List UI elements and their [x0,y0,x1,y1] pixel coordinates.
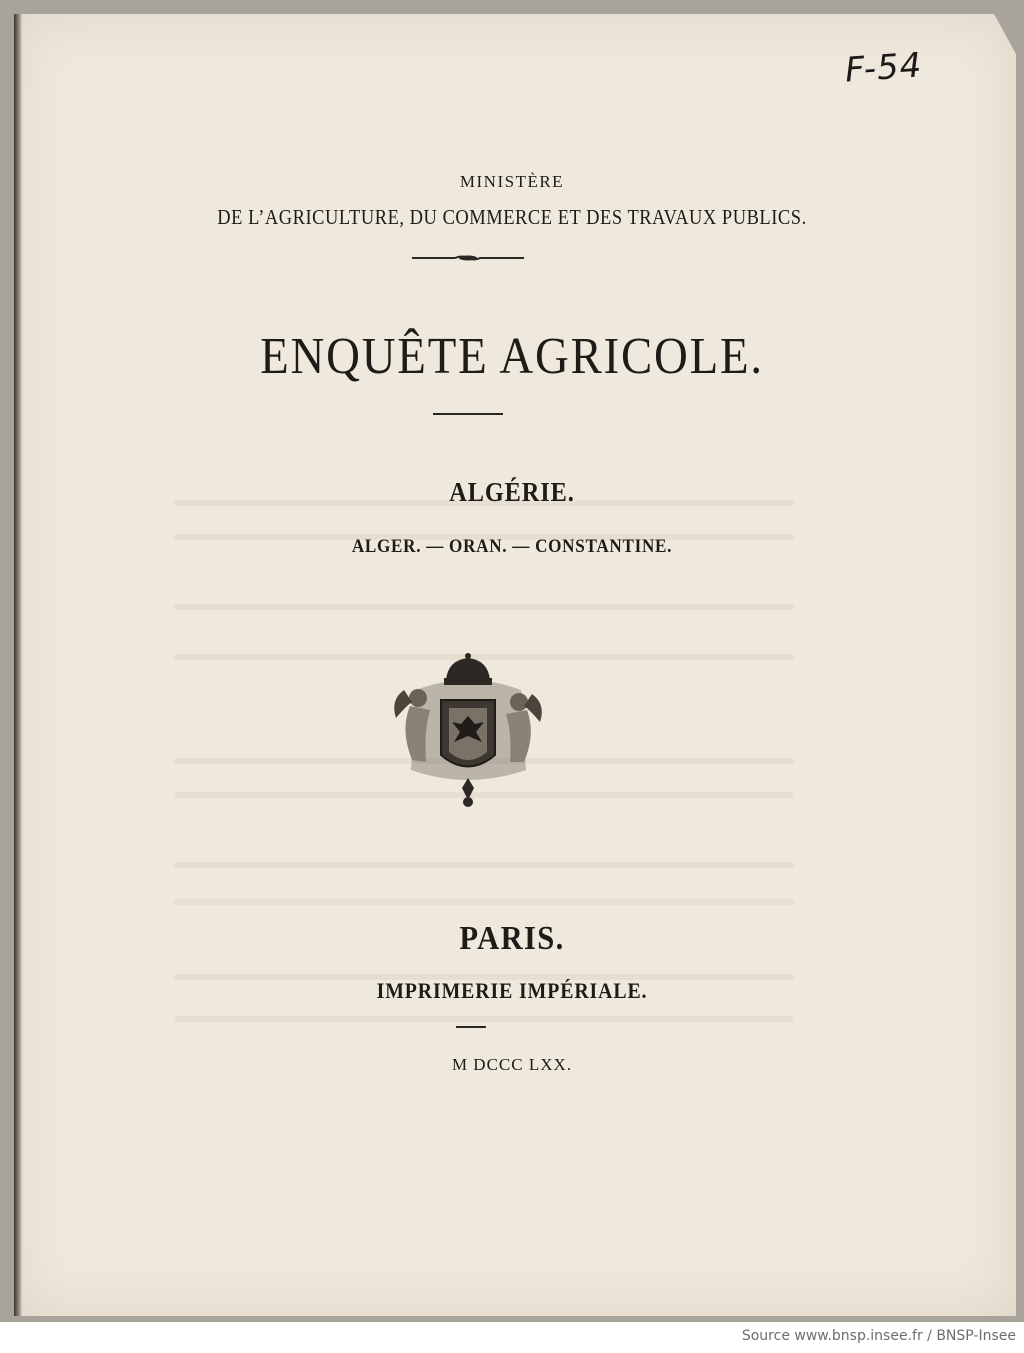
ministry-subheading: DE L’AGRICULTURE, DU COMMERCE ET DES TRAVAUX PUBLICS. [217,205,807,229]
cities-subheading: ALGER. — ORAN. — CONSTANTINE. [351,536,673,557]
imprint-printer: IMPRIMERIE IMPÉRIALE. [376,978,648,1003]
imprint-city: PARIS. [459,920,565,957]
ministry-heading: MINISTÈRE [459,172,565,191]
handwritten-shelf-mark: F-54 [843,45,924,91]
imperial-coat-of-arms-emblem [386,650,551,815]
imprint-rule [456,1026,486,1028]
region-heading: ALGÉRIE. [449,477,575,507]
imprint-year: M DCCC LXX. [451,1055,573,1074]
title-rule [433,413,503,415]
page-title: ENQUÊTE AGRICOLE. [260,328,764,385]
source-credit: Source www.bnsp.insee.fr / BNSP-Insee [741,1328,1016,1344]
